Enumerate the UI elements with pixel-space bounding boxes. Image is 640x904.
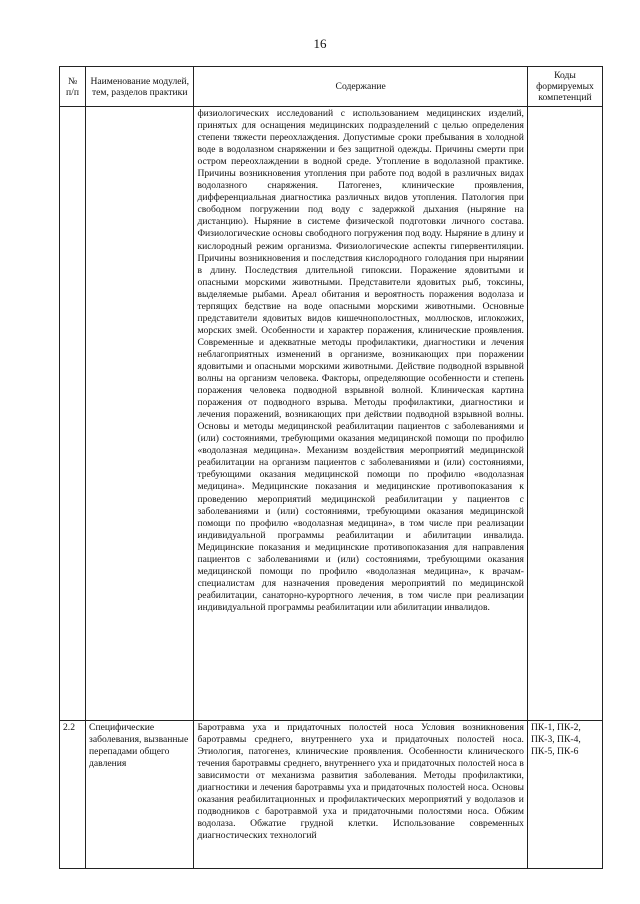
header-competences: Коды формируемых компетенций xyxy=(527,67,602,107)
table-header-row xyxy=(60,67,603,107)
row-module: Специфические заболевания, вызванные перепадами общего давления xyxy=(86,721,194,869)
table-row xyxy=(60,107,603,721)
row-content-text: Баротравма уха и придаточных полостей носа Условия возникновения баротравмы среднего, внутреннего уха и придаточных полостей носа. Этиология, патогенез, клинические проявления. Особенности клинического течения баротравмы среднего, внутреннего уха и придаточных полостей носа в зависимости от механизма развития заболевания. Методы профилактики, диагностики и лечения баротравмы уха и придаточных полостей носа. Основы оказания реабилитационных и профилактических мероприятий у водолазов и подводников с баротравмой уха и придаточными полостями носа. Обжим водолаза. Обжатие грудной клетки. Использование современных диагностических технологий xyxy=(197,722,524,842)
curriculum-table xyxy=(59,66,603,869)
row-module xyxy=(86,107,194,721)
row-num: 2.2 xyxy=(60,721,86,869)
row-content xyxy=(194,107,528,721)
header-module: Наименование модулей, тем, разделов практики xyxy=(86,67,194,107)
row-competences xyxy=(527,107,602,721)
header-content: Содержание xyxy=(194,67,528,107)
row-content xyxy=(194,721,528,869)
row-competences: ПК-1, ПК-2, ПК-3, ПК-4, ПК-5, ПК-6 xyxy=(527,721,602,869)
table-row xyxy=(60,721,603,869)
page-number: 16 xyxy=(313,36,327,51)
row-num xyxy=(60,107,86,721)
row-content-text: физиологических исследований с использованием медицинских изделий, принятых для оснащения медицинских подразделений с целью определения степени тяжести переохлаждения. Допустимые сроки пребывания в холодной воде в водолазном снаряжении и без защитной одежды. Причины смерти при остром переохлаждении в водной среде. Утопление в водолазной практике. Причины возникновения утопления при работе под водой в различных видах водолазного снаряжения. Патогенез, клинические проявления, дифференциальная диагностика различных видов утопления. Патология при свободном погружении под воду с задержкой дыхания (ныряние на дистанцию). Ныряние в системе физической подготовки личного состава. Физиологические основы свободного погружения под воду. Ныряние в длину и кислородный режим организма. Физиологические аспекты гипервентиляции. Причины возникновения и последствия кислородного голодания при нырянии в длину. Последствия длительной гипоксии. Поражение ядовитыми и опасными морскими животными. Представители ядовитых рыб, токсины, выделяемые рыбами. Ареал обитания и вероятность поражения водолаза и терпящих бедствие на воде опасными морскими животными. Основные представители ядовитых видов кишечнополостных, моллюсков, иглокожих, морских змей. Особенности и характер поражения, клинические проявления. Современные и адекватные методы профилактики, диагностики и лечения неблагоприятных изменений в организме, возникающих при поражении ядовитыми и опасными морскими животными. Действие подводной взрывной волны на организм человека. Факторы, определяющие особенности и степень поражения человека подводной взрывной волной. Клиническая картина поражения от подводного взрыва. Методы профилактики, диагностики и лечения поражений, возникающих при действии подводной взрывной волны. Основы и методы медицинской реабилитации пациентов с заболеваниями и (или) состояниями, требующими оказания медицинской помощи по профилю «водолазная медицина». Механизм воздействия мероприятий медицинской реабилитации на организм пациентов с заболеваниями и (или) состояниями, требующими оказания медицинской помощи по профилю «водолазная медицина». Медицинские показания и медицинские противопоказания к проведению мероприятий медицинской реабилитации у пациентов с заболеваниями и (или) состояниями, требующими оказания медицинской помощи по профилю «водолазная медицина», в том числе при реализации индивидуальной программы реабилитации и абилитации инвалида. Медицинские показания и медицинские противопоказания для направления пациентов с заболеваниями и (или) состояниями, требующими оказания медицинской помощи по профилю «водолазная медицина», к врачам-специалистам для назначения проведения мероприятий по медицинской реабилитации, санаторно-курортного лечения, в том числе при реализации индивидуальной программы реабилитации или абилитации инвалидов. xyxy=(197,108,524,613)
header-num: № п/п xyxy=(60,67,86,107)
